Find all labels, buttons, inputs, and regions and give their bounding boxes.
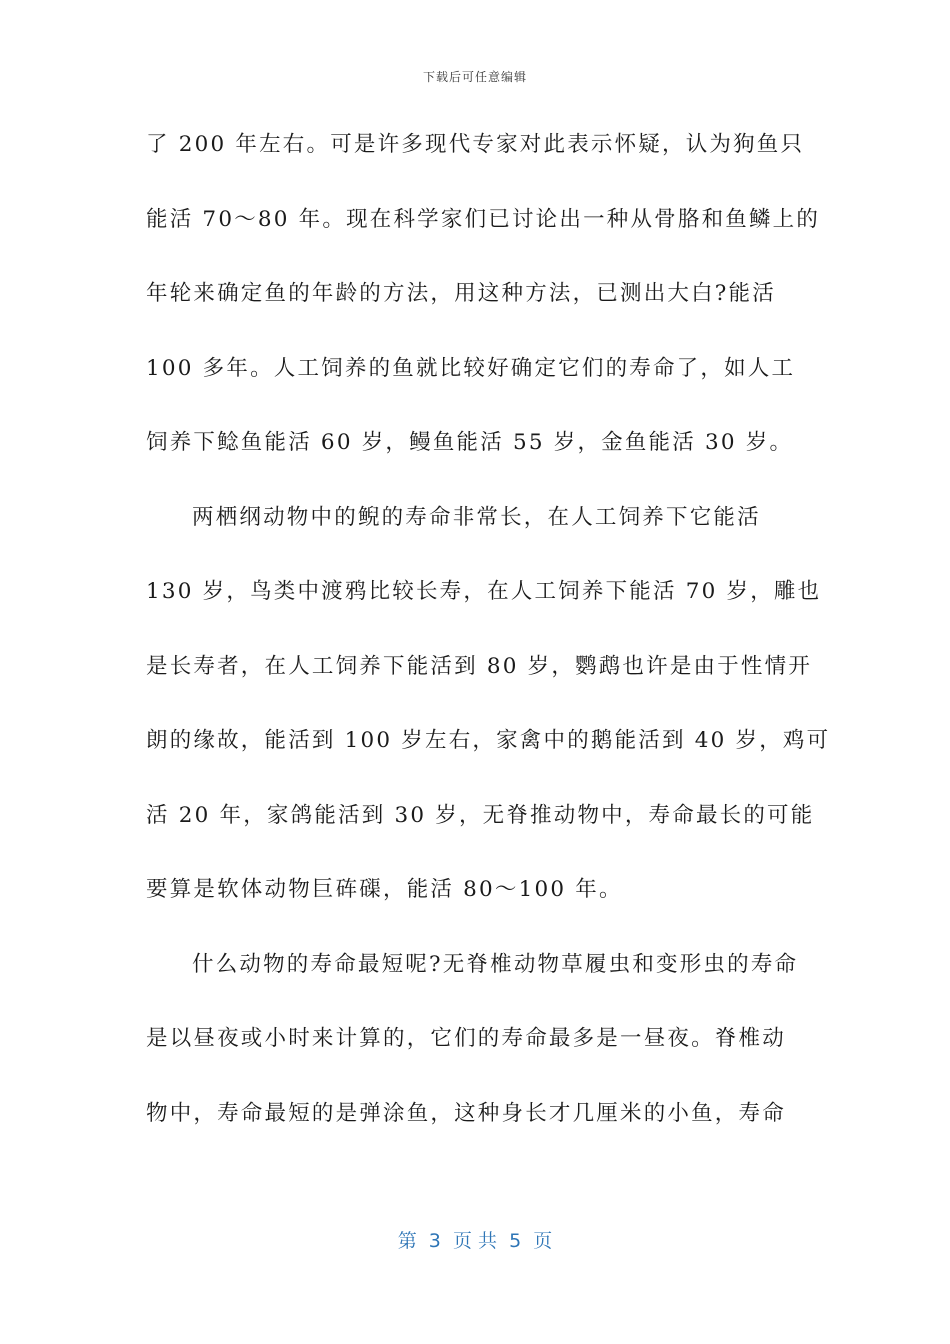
- text-line: 饲养下鲶鱼能活 60 岁，鳗鱼能活 55 岁，金鱼能活 30 岁。: [146, 430, 794, 455]
- text-line: 能活 70～80 年。现在科学家们已讨论出一种从骨胳和鱼鳞上的: [146, 206, 821, 232]
- text-line: 是长寿者，在人工饲养下能活到 80 岁，鹦鹉也许是由于性情开: [146, 653, 813, 679]
- paragraph-first-line: 两栖纲动物中的鲵的寿命非常长，在人工饲养下它能活: [192, 504, 761, 530]
- page-number: 第 3 页 共 5 页: [397, 1230, 553, 1252]
- document-body: [146, 122, 831, 1165]
- text-line: 100 多年。人工饲养的鱼就比较好确定它们的寿命了，如人工: [146, 355, 796, 381]
- text-line: 年轮来确定鱼的年龄的方法，用这种方法，已测出大白?能活: [146, 281, 776, 306]
- text-line: 活 20 年，家鸽能活到 30 岁，无脊推动物中，寿命最长的可能: [146, 802, 815, 828]
- text-line: 130 岁，鸟类中渡鸦比较长寿，在人工饲养下能活 70 岁，雕也: [146, 579, 822, 604]
- text-line: 了 200 年左右。可是许多现代专家对此表示怀疑，认为狗鱼只: [146, 132, 805, 157]
- text-line: 是以昼夜或小时来计算的，它们的寿命最多是一昼夜。脊椎动: [146, 1026, 786, 1051]
- page-header: 下载后可任意编辑: [422, 70, 527, 84]
- paragraph-first-line: 什么动物的寿命最短呢?无脊椎动物草履虫和变形虫的寿命: [192, 951, 799, 977]
- text-line: 朗的缘故，能活到 100 岁左右，家禽中的鹅能活到 40 岁，鸡可: [146, 728, 831, 753]
- text-line: 物中，寿命最短的是弹涂鱼，这种身长才几厘米的小鱼，寿命: [146, 1100, 786, 1126]
- text-line: 要算是软体动物巨砗磲，能活 80～100 年。: [146, 877, 623, 902]
